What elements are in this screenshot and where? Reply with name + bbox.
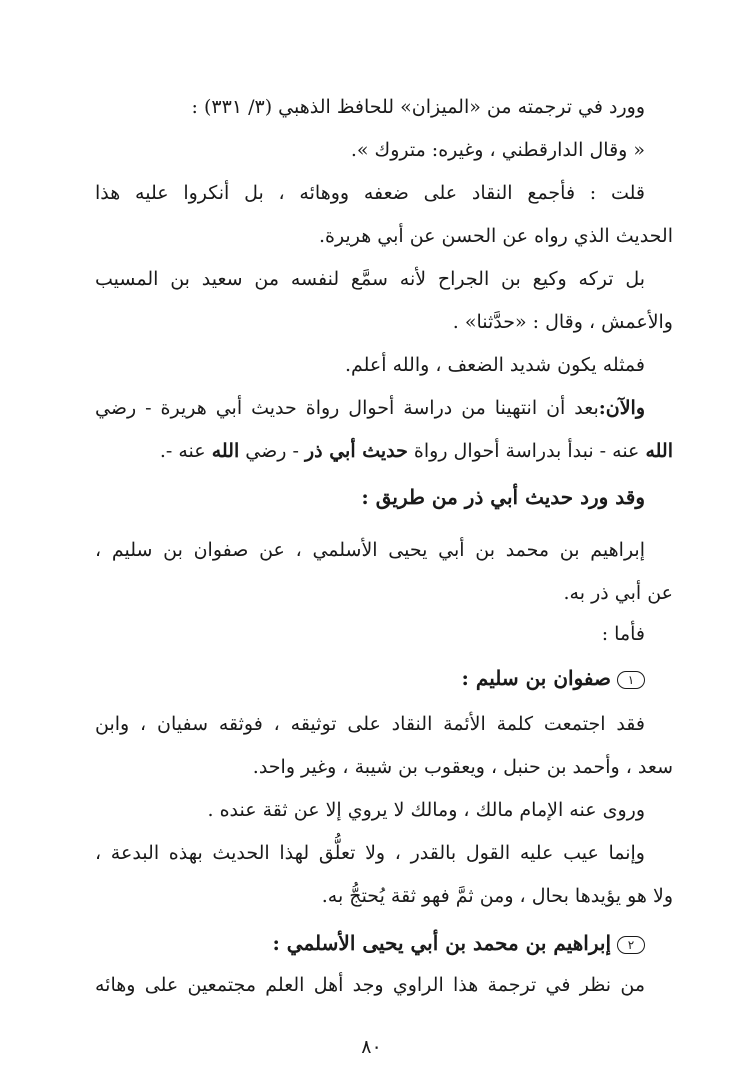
section-heading-1 <box>95 663 673 693</box>
section-heading-2 <box>95 928 673 958</box>
text-line-8 <box>95 393 673 423</box>
section-number-badge: ١ <box>617 671 645 689</box>
text-line-14: فقد اجتمعت كلمة الأئمة النقاد على توثيقه ، فوثقه سفيان ، وابن <box>95 713 645 735</box>
text-line-12: عن أبي ذر به. <box>563 582 673 604</box>
text-span: - رضي <box>245 440 299 462</box>
section-heading-text: صفوان بن سليم : <box>461 666 611 690</box>
emphasis-text: حديث أبي ذر <box>304 440 408 462</box>
page-number: ٨٠ <box>361 1036 382 1058</box>
section-number-badge: ٢ <box>617 936 645 954</box>
text-line-1: وورد في ترجمته من «الميزان» للحافظ الذهبي (٣/ ٣٣١) : <box>191 96 645 118</box>
text-line-19: من نظر في ترجمة هذا الراوي وجد أهل العلم مجتمعين على وهائه <box>95 974 645 996</box>
text-line-17: وإنما عيب عليه القول بالقدر ، ولا تعلُّق لهذا الحديث بهذه البدعة ، <box>95 842 645 864</box>
document-page <box>95 0 673 1084</box>
emphasis-text: الله <box>645 440 673 462</box>
text-line-2: « وقال الدارقطني ، وغيره: متروك ». <box>350 139 645 161</box>
text-line-9 <box>95 436 673 466</box>
emphasis-text: الله <box>211 440 240 462</box>
text-line-16: وروى عنه الإمام مالك ، ومالك لا يروي إلا عن ثقة عنده . <box>207 799 645 821</box>
text-line-4: الحديث الذي رواه عن الحسن عن أبي هريرة. <box>318 225 673 247</box>
text-span: عنه -. <box>159 440 206 462</box>
emphasis-text: والآن: <box>598 397 645 419</box>
text-span: عنه - نبدأ بدراسة أحوال رواة <box>413 440 640 462</box>
section-heading-text: إبراهيم بن محمد بن أبي يحيى الأسلمي : <box>272 931 611 955</box>
text-line-6: والأعمش ، وقال : «حدَّثنا» . <box>452 311 673 333</box>
text-line-5: بل تركه وكيع بن الجراح لأنه سمَّع لنفسه من سعيد بن المسيب <box>95 268 645 290</box>
text-span: بعد أن انتهينا من دراسة أحوال رواة حديث أبي هريرة - رضي <box>95 397 599 419</box>
section-intro-heading: وقد ورد حديث أبي ذر من طريق : <box>361 485 645 509</box>
text-line-7: فمثله يكون شديد الضعف ، والله أعلم. <box>344 354 645 376</box>
text-line-15: سعد ، وأحمد بن حنبل ، ويعقوب بن شيبة ، وغير واحد. <box>252 756 673 778</box>
text-line-3: قلت : فأجمع النقاد على ضعفه ووهائه ، بل أنكروا عليه هذا <box>95 182 645 204</box>
text-line-11: إبراهيم بن محمد بن أبي يحيى الأسلمي ، عن صفوان بن سليم ، <box>95 539 645 561</box>
text-line-18: ولا هو يؤيدها بحال ، ومن ثمَّ فهو ثقة يُحتجُّ به. <box>321 885 673 907</box>
text-line-13: فأما : <box>601 623 645 645</box>
